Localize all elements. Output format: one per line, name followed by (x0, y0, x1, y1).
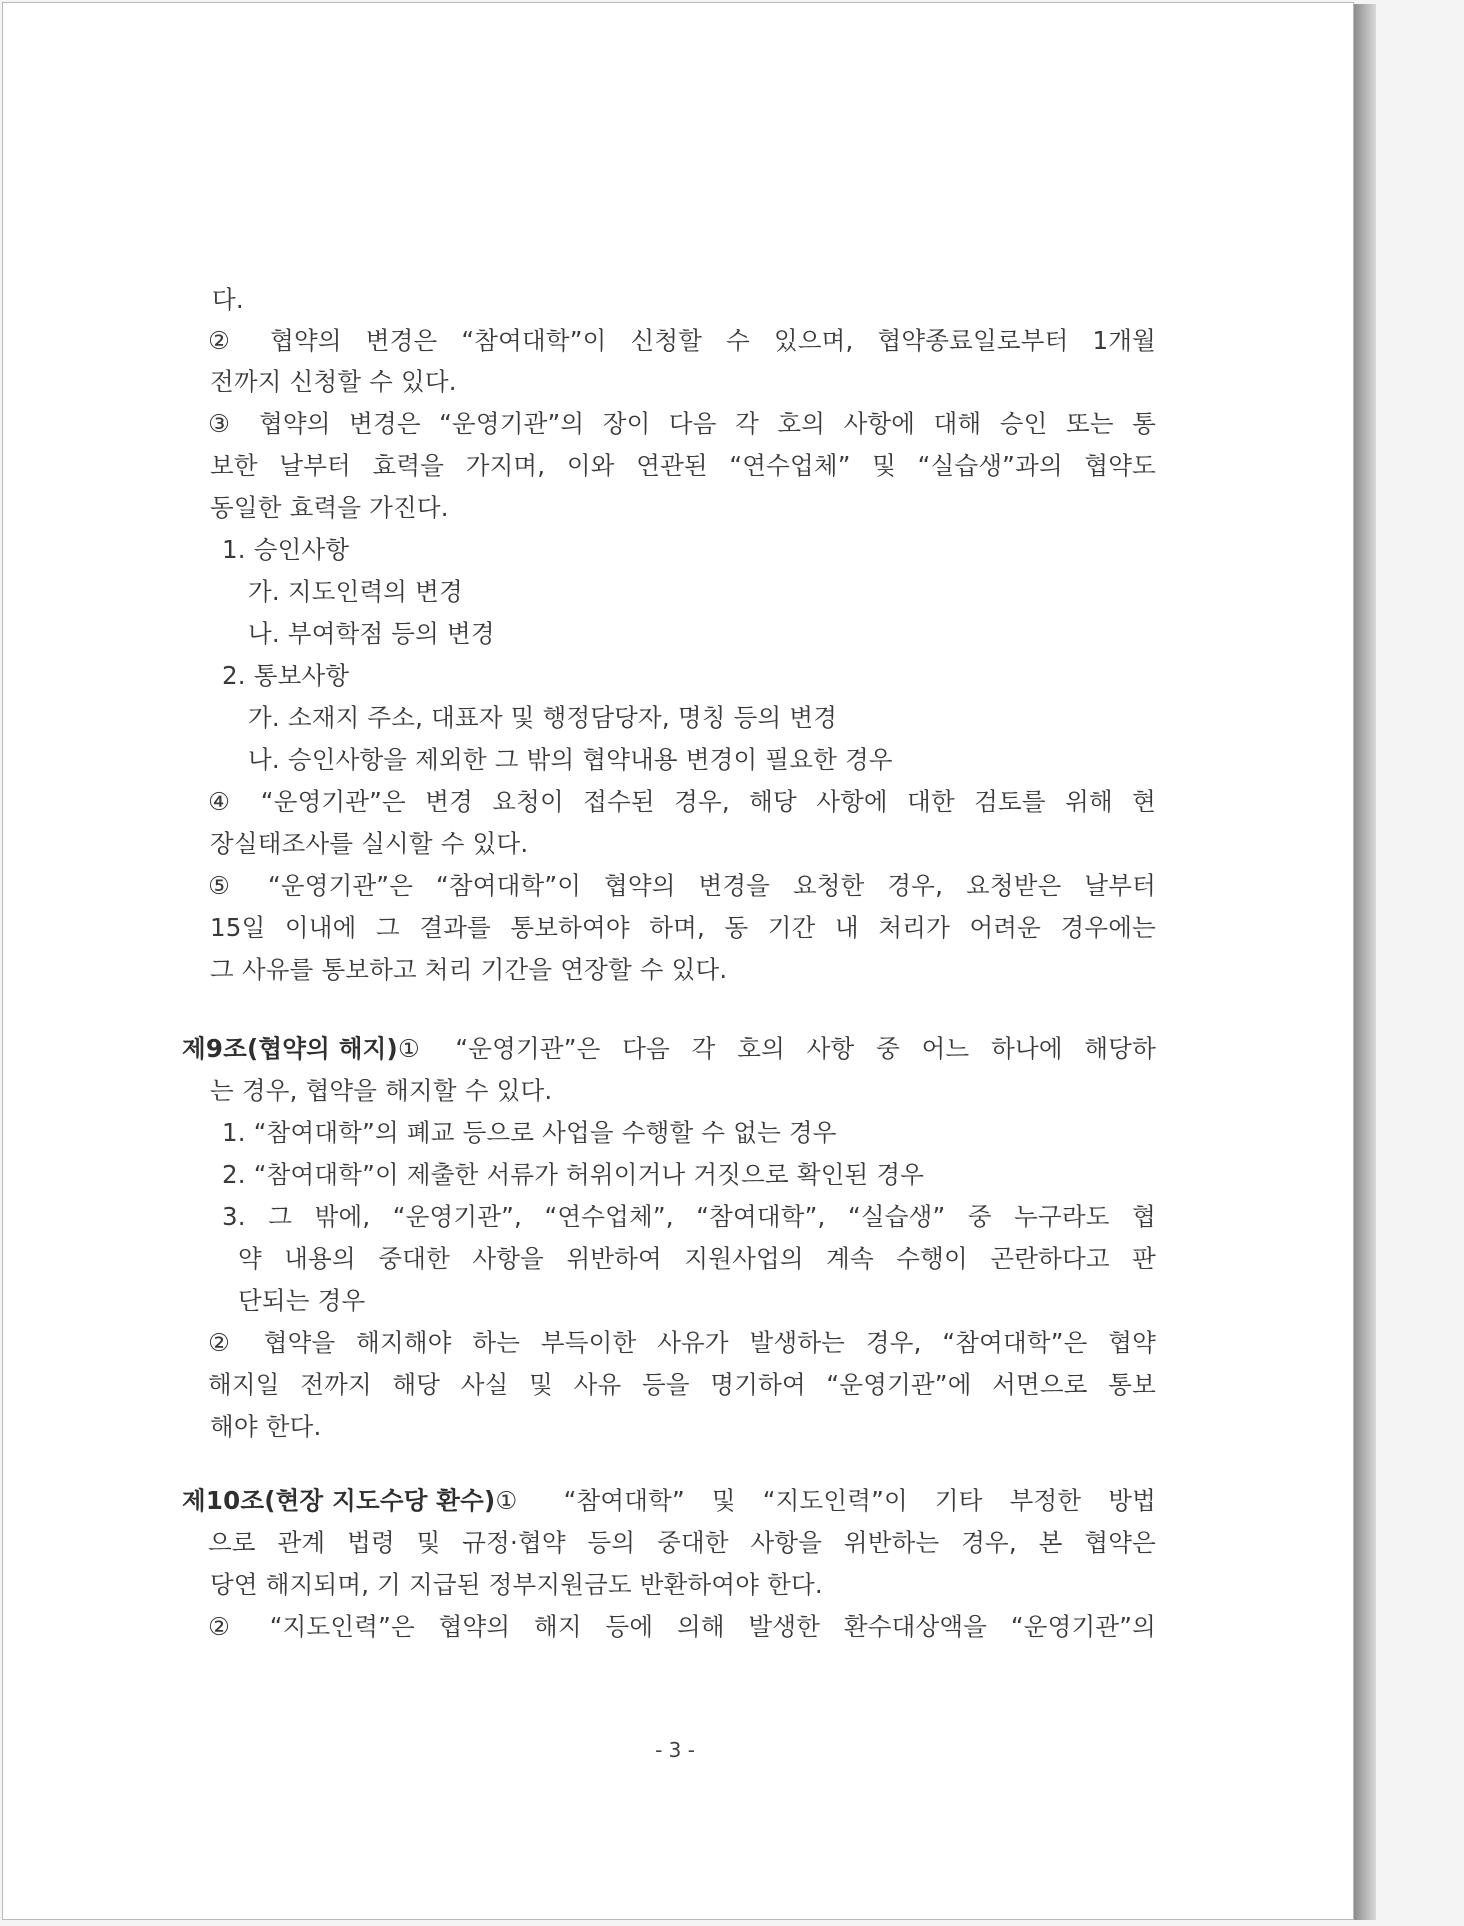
text-line: 약 내용의 중대한 사항을 위반하여 지원사업의 계속 수행이 곤란하다고 판 (238, 1244, 1156, 1273)
text-line: 15일 이내에 그 결과를 통보하여야 하며, 동 기간 내 처리가 어려운 경우에는 (210, 913, 1156, 942)
text-line: 보한 날부터 효력을 가지며, 이와 연관된 “연수업체” 및 “실습생”과의 협약도 (210, 451, 1156, 480)
text-line: 해야 한다. (210, 1412, 322, 1441)
article-10-title: 제10조(현장 지도수당 환수) (182, 1486, 496, 1515)
page-number: - 3 - (655, 1738, 695, 1762)
text-line: ⑤ “운영기관”은 “참여대학”이 협약의 변경을 요청한 경우, 요청받은 날부터 (208, 871, 1156, 900)
text-line: ② 협약을 해지해야 하는 부득이한 사유가 발생하는 경우, “참여대학”은 협약 (208, 1328, 1156, 1357)
text-line: 단되는 경우 (238, 1286, 366, 1315)
text-line: 장실태조사를 실시할 수 있다. (210, 829, 529, 858)
text-line: 가. 지도인력의 변경 (248, 577, 463, 606)
text-line: 1. 승인사항 (222, 535, 350, 564)
text-line: 가. 소재지 주소, 대표자 및 행정담당자, 명칭 등의 변경 (248, 703, 838, 732)
text-line: 전까지 신청할 수 있다. (210, 367, 457, 396)
text-line: 다. (212, 285, 244, 314)
text-line: 으로 관계 법령 및 규정·협약 등의 중대한 사항을 위반하는 경우, 본 협약은 (208, 1528, 1156, 1557)
text-line: 는 경우, 협약을 해지할 수 있다. (210, 1076, 553, 1105)
text-line: 2. “참여대학”이 제출한 서류가 허위이거나 거짓으로 확인된 경우 (222, 1160, 925, 1189)
text-line: 동일한 효력을 가진다. (210, 493, 449, 522)
text-line: 그 사유를 통보하고 처리 기간을 연장할 수 있다. (210, 955, 728, 984)
article-9-heading-line (182, 1033, 1156, 1065)
text-line: 1. “참여대학”의 폐교 등으로 사업을 수행할 수 없는 경우 (222, 1118, 837, 1147)
page-edge-shadow (1354, 4, 1376, 1920)
article-10-heading-line (182, 1485, 1156, 1517)
text-line: 3. 그 밖에, “운영기관”, “연수업체”, “참여대학”, “실습생” 중 누구라도 협 (222, 1202, 1156, 1231)
text-line: ① “운영기관”은 다음 각 호의 사항 중 어느 하나에 해당하 (397, 1034, 1156, 1063)
text-line: 나. 승인사항을 제외한 그 밖의 협약내용 변경이 필요한 경우 (248, 745, 893, 774)
text-line: ③ 협약의 변경은 “운영기관”의 장이 다음 각 호의 사항에 대해 승인 또는 통 (208, 409, 1156, 438)
text-line: 2. 통보사항 (222, 661, 350, 690)
text-line: ② “지도인력”은 협약의 해지 등에 의해 발생한 환수대상액을 “운영기관”의 (208, 1612, 1156, 1641)
article-9-title: 제9조(협약의 해지) (182, 1034, 398, 1063)
text-line: 해지일 전까지 해당 사실 및 사유 등을 명기하여 “운영기관”에 서면으로 통보 (208, 1370, 1156, 1399)
text-line: 당연 해지되며, 기 지급된 정부지원금도 반환하여야 한다. (210, 1570, 823, 1599)
text-line: 나. 부여학점 등의 변경 (248, 619, 495, 648)
text-line: ② 협약의 변경은 “참여대학”이 신청할 수 있으며, 협약종료일로부터 1개월 (208, 326, 1156, 355)
text-line: ① “참여대학” 및 “지도인력”이 기타 부정한 방법 (495, 1486, 1156, 1515)
text-line: ④ “운영기관”은 변경 요청이 접수된 경우, 해당 사항에 대한 검토를 위해 현 (208, 787, 1156, 816)
